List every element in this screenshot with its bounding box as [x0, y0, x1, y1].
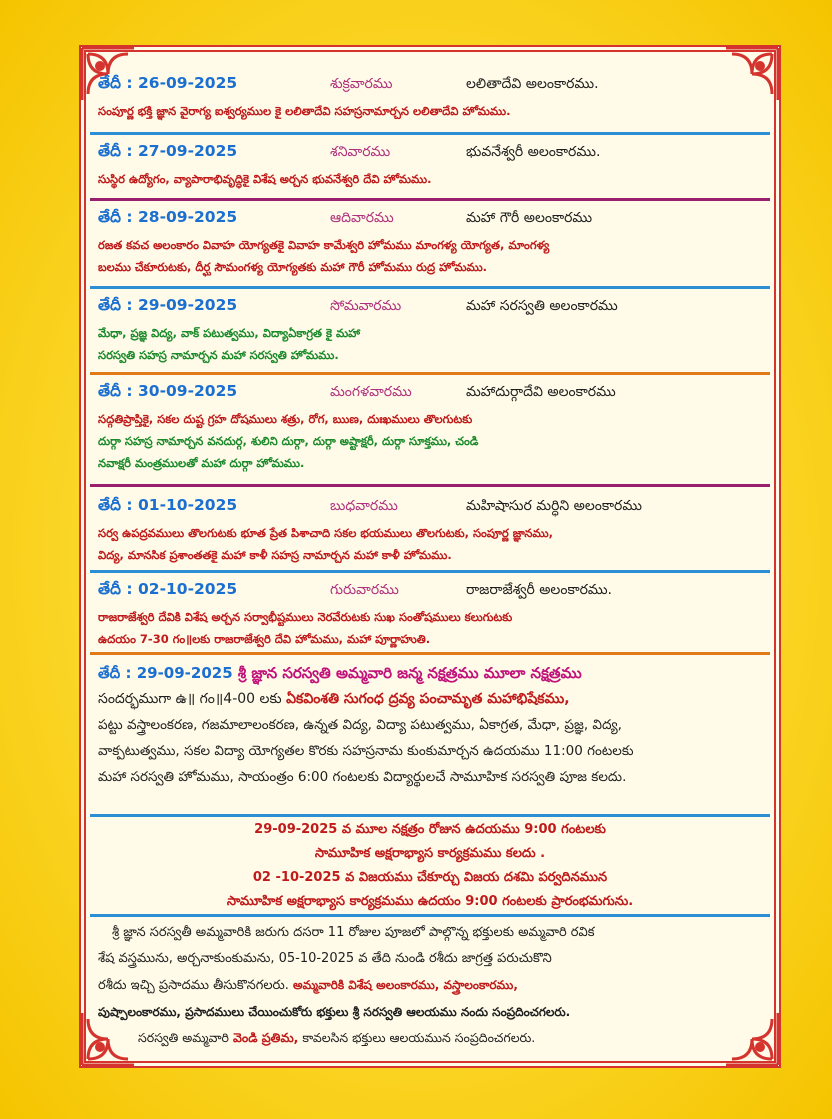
entry-alankaram: మహిషాసుర మర్ధిని అలంకారము	[466, 498, 642, 514]
entry-day: మంగళవారము	[330, 384, 412, 400]
entry-description: సుస్థిర ఉద్యోగం, వ్యాపారాభివృద్ధికై విశేష అర్చన భువనేశ్వరి దేవి హోమము.	[98, 172, 432, 186]
entry-date: తేదీ : 26-09-2025	[98, 74, 238, 92]
entry-description: నవాక్షరీ మంత్రములతో మహా దుర్గా హోమము.	[98, 456, 305, 470]
entry-description: రజత కవచ అలంకారం వివాహ యోగ్యతకై వివాహ కామేశ్వరి హోమము మాంగళ్య యోగ్యత, మాంగళ్య	[98, 238, 550, 252]
akshara-line: 02 -10-2025 వ విజయము చేకూర్చు విజయ దశమి పర్వదినమున	[252, 870, 608, 885]
entry-date: తేదీ : 29-09-2025	[98, 296, 238, 314]
schedule-entry	[90, 74, 770, 122]
divider	[90, 198, 770, 201]
closing-highlight: అమ్మవారికి విశేష అలంకారము, వస్త్రాలంకారము,	[293, 978, 518, 992]
divider	[90, 484, 770, 487]
special-headline: శ్రీ జ్ఞాన సరస్వతి అమ్మవారి జన్మ నక్షత్రము మూలా నక్షత్రము	[237, 664, 582, 682]
closing-notice	[90, 920, 770, 1051]
entry-day: గురువారము	[330, 582, 399, 598]
closing-highlight: వెండి ప్రతిమ,	[232, 1030, 299, 1045]
entry-date: తేదీ : 30-09-2025	[98, 382, 238, 400]
entry-alankaram: లలితాదేవి అలంకారము.	[466, 76, 599, 92]
entry-alankaram: భువనేశ్వరీ అలంకారము.	[466, 144, 601, 160]
schedule-entry	[90, 208, 770, 278]
divider	[90, 814, 770, 817]
closing-line: రశీదు ఇచ్చి ప్రసాదము తీసుకొనగలరు.	[98, 978, 289, 993]
special-line: సందర్భముగా ఉ॥ గం॥4-00 లకు	[98, 691, 282, 707]
closing-line: కావలసిన భక్తులు ఆలయమున సంప్రదించగలరు.	[302, 1030, 536, 1045]
closing-line: సరస్వతి అమ్మవారి	[138, 1030, 229, 1045]
special-line: వాక్పటుత్వము, సకల విద్యా యోగ్యతల కొరకు సహస్రనామ కుంకుమార్చన ఉదయము 11:00 గంటలకు	[98, 743, 634, 759]
akshara-line: సామూహిక అక్షరాభ్యాస కార్యక్రమము ఉదయం 9:00 గంటలకు ప్రారంభమగును.	[226, 894, 634, 909]
special-line: మహా సరస్వతి హోమము, సాయంత్రం 6:00 గంటలకు విద్యార్థులచే సామూహిక సరస్వతి పూజ కలదు.	[98, 769, 627, 785]
entry-description: సర్వ ఉపద్రవములు తొలగుటకు భూత ప్రేత పిశాచాది సకల భయములు తొలగుటకు, సంపూర్ణ జ్ఞానము,	[98, 526, 553, 540]
divider	[90, 914, 770, 917]
closing-highlight: పుష్పాలంకారము, ప్రసాదములు చేయించుకోరు భక్తులు శ్రీ సరస్వతి ఆలయము నందు సంప్రదించగలరు.	[98, 1005, 571, 1019]
divider	[90, 372, 770, 375]
special-line: పట్టు వస్త్రాలంకరణ, గజమాలాలంకరణ, ఉన్నత విద్య, విద్యా పటుత్వము, ఏకాగ్రత, మేధా, ప్రజ్ఞ, విద్య,	[98, 717, 622, 733]
entry-description: బలము చేకూరుటకు, దీర్ఘ సౌమంగళ్య యోగ్యతకు మహా గౌరీ హోమము రుద్ర హోమము.	[98, 260, 488, 274]
entry-description: సంపూర్ణ భక్తి జ్ఞాన వైరాగ్య ఐశ్వర్యముల కై లలితాదేవి సహస్రనామార్చన లలితాదేవి హోమము.	[98, 104, 511, 118]
schedule-entry	[90, 580, 770, 650]
entry-description: ఉదయం 7-30 గం॥లకు రాజరాజేశ్వరి దేవి హోమము, మహా పూర్ణాహుతి.	[98, 632, 431, 646]
entry-alankaram: రాజరాజేశ్వరీ అలంకారము.	[466, 582, 613, 598]
closing-line: శేష వస్త్రమును, అర్చనాకుంకుమను, 05-10-2025 వ తేది నుండి రశీదు జాగ్రత్త పరుచుకొని	[98, 951, 552, 966]
schedule-entry	[90, 382, 770, 474]
special-announcement	[90, 660, 770, 790]
schedule-entry	[90, 142, 770, 190]
divider	[90, 652, 770, 655]
entry-day: ఆదివారము	[330, 210, 394, 226]
entry-date: తేదీ : 02-10-2025	[98, 580, 238, 598]
entry-alankaram: మహా సరస్వతి అలంకారము	[466, 298, 618, 314]
entry-alankaram: మహా గౌరీ అలంకారము	[466, 210, 593, 226]
entry-description: సద్గతిప్రాప్తికై, సకల దుష్ట గ్రహ దోషములు శత్రు, రోగ, ఋణ, దుఃఖములు తొలగుటకు	[98, 412, 473, 426]
entry-description: సరస్వతి సహస్ర నామార్చన మహా సరస్వతి హోమము.	[98, 348, 339, 362]
entry-day: శనివారము	[330, 144, 391, 160]
entry-description: రాజరాజేశ్వరి దేవికి విశేష అర్చన సర్వాభీష్టములు నెరవేరుటకు సుఖ సంతోషములు కలుగుటకు	[98, 610, 513, 624]
entry-day: శుక్రవారము	[330, 76, 393, 92]
schedule-entry	[90, 496, 770, 566]
divider	[90, 286, 770, 289]
closing-line: శ్రీ జ్ఞాన సరస్వతీ అమ్మవారికి జరుగు దసరా 11 రోజుల పూజలో పాల్గొన్న భక్తులకు అమ్మవారి రవిక	[112, 925, 595, 940]
schedule-entry	[90, 296, 770, 366]
divider	[90, 132, 770, 135]
entry-day: బుధవారము	[330, 498, 398, 514]
entry-description: దుర్గా సహస్ర నామార్చన వనదుర్గ, శులిని దుర్గా, దుర్గా అష్టాక్షరీ, దుర్గా సూక్తము, చండి	[98, 434, 479, 448]
entry-description: మేధా, ప్రజ్ఞ విద్య, వాక్ పటుత్వము, విద్యాఏకాగ్రత కై మహా	[98, 326, 361, 340]
entry-date: తేదీ : 27-09-2025	[98, 142, 238, 160]
special-highlight: ఏకవింశతి సుగంధ ద్రవ్య పంచామృత మహాభిషేకము,	[286, 691, 570, 707]
aksharabhyasam-notice	[90, 818, 770, 914]
akshara-line: 29-09-2025 వ మూల నక్షత్రం రోజున ఉదయము 9:00 గంటలకు	[254, 822, 606, 837]
entry-date: తేదీ : 28-09-2025	[98, 208, 238, 226]
entry-description: విద్య, మానసిక ప్రశాంతతకై మహా కాళీ సహస్ర నామార్చన మహా కాళీ హోమము.	[98, 548, 452, 562]
flyer-frame	[84, 50, 776, 1063]
entry-alankaram: మహాదుర్గాదేవి అలంకారము	[466, 384, 616, 400]
special-date: తేదీ : 29-09-2025	[98, 664, 233, 682]
divider	[90, 570, 770, 573]
entry-day: సోమవారము	[330, 298, 402, 314]
akshara-line: సామూహిక అక్షరాభ్యాస కార్యక్రమము కలదు .	[314, 846, 546, 861]
entry-date: తేదీ : 01-10-2025	[98, 496, 238, 514]
